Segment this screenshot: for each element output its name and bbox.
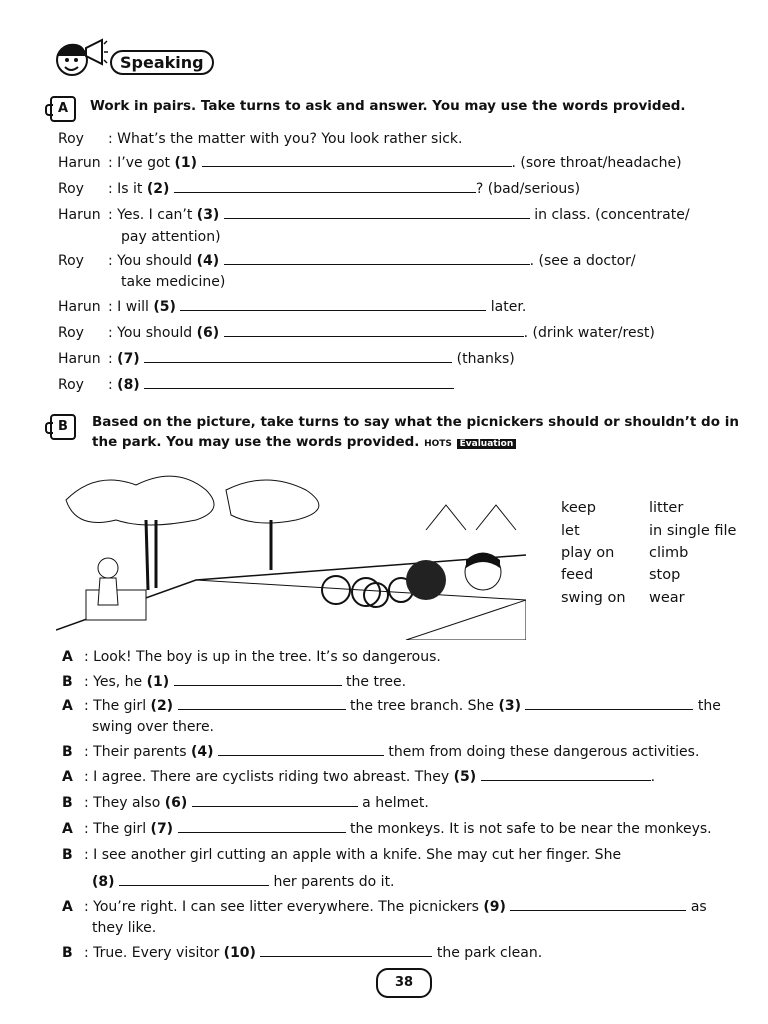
line-text: the park clean. [432,945,543,961]
line-text: The girl [93,698,151,714]
speaker-name: B [62,847,73,863]
speaker-name: A [62,698,73,714]
blank-number: (6) [196,325,220,341]
speaker-name: Harun [58,299,101,315]
dialogue-line: A : Look! The boy is up in the tree. It’s so dangerous. [62,649,441,665]
line-text: What’s the matter with you? You look rather sick. [117,131,463,147]
line-text: the tree. [341,674,407,690]
line-text: the [693,698,721,714]
section-b-instruction-text: the park. You may use the words provided. [92,434,420,450]
line-text: . [650,769,656,785]
section-a-instruction: Work in pairs. Take turns to ask and answer. You may use the words provided. [90,98,686,114]
word-item: stop [649,567,681,583]
blank-number: (7) [150,821,174,837]
line-hint: later. [486,299,527,315]
blank-number: (5) [453,769,477,785]
dialogue-line: Harun : (7) (thanks) [58,351,515,367]
answer-blank[interactable] [510,898,686,911]
line-text: They also [93,795,165,811]
line-text: the monkeys. It is not safe to be near the monkeys. [345,821,712,837]
boy-with-megaphone-icon [52,34,108,80]
dialogue-line: Roy : You should (6) . (drink water/rest) [58,325,655,341]
speaker-name: Harun [58,351,101,367]
line-hint: . (see a doctor/ [529,253,636,269]
blank-number: (7) [117,351,140,367]
blank-number: (1) [146,674,170,690]
speaker-name: Harun [58,155,101,171]
dialogue-line: A : The girl (2) the tree branch. She (3) the [62,698,721,714]
line-text: Their parents [93,744,191,760]
speaker-name: A [62,649,73,665]
hots-label: HOTS [424,439,452,449]
line-text: I will [117,299,154,315]
dialogue-line: B : Their parents (4) them from doing these dangerous activities. [62,744,700,760]
section-b-instruction-line2 [92,432,516,454]
blank-number: (3) [196,207,220,223]
section-b-instruction-line1: Based on the picture, take turns to say what the picnickers should or shouldn’t do in [92,414,739,430]
blank-number: (4) [190,744,214,760]
answer-blank[interactable] [260,944,432,957]
blank-number: (5) [153,299,176,315]
speaker-name: B [62,795,73,811]
word-item: keep [561,500,596,516]
dialogue-line: B : Yes, he (1) the tree. [62,674,407,690]
line-hint: (thanks) [452,351,515,367]
dialogue-line: B : They also (6) a helmet. [62,795,429,811]
answer-blank[interactable] [180,298,486,311]
blank-number: (2) [146,181,170,197]
line-text: the tree branch. She [345,698,499,714]
speaker-name: A [62,821,73,837]
answer-blank[interactable] [202,154,512,167]
answer-blank[interactable] [178,820,346,833]
speaker-name: A [62,769,73,785]
line-continuation: take medicine) [121,274,226,290]
speaker-name: Roy [58,253,84,269]
answer-blank[interactable] [144,376,454,389]
speaker-name: Harun [58,207,101,223]
section-a-badge: A [50,96,76,122]
line-text: Yes, he [93,674,147,690]
speaker-name: Roy [58,325,84,341]
dialogue-line: Roy : Is it (2) ? (bad/serious) [58,181,581,197]
dialogue-line: A : You’re right. I can see litter everywhere. The picnickers (9) as [62,899,707,915]
dialogue-line: A : I agree. There are cyclists riding two abreast. They (5) . [62,769,656,785]
speaker-name: B [62,744,73,760]
line-hint: in class. (concentrate/ [529,207,690,223]
park-illustration [56,460,526,640]
speaker-name: B [62,674,73,690]
word-item: litter [649,500,684,516]
answer-blank[interactable] [481,768,651,781]
answer-blank[interactable] [525,697,693,710]
dialogue-line [92,873,395,891]
line-text: Look! The boy is up in the tree. It’s so dangerous. [93,649,441,665]
blank-number: (9) [483,899,506,915]
dialogue-line: Roy : What’s the matter with you? You look rather sick. [58,131,463,147]
line-text: True. Every visitor [93,945,224,961]
speaker-name: B [62,945,73,961]
answer-blank[interactable] [224,252,530,265]
dialogue-line: B : True. Every visitor (10) the park clean. [62,945,543,961]
line-text: I agree. There are cyclists riding two abreast. They [93,769,454,785]
answer-blank[interactable] [119,873,269,886]
speaker-name: Roy [58,377,84,393]
answer-blank[interactable] [178,697,346,710]
speaker-name: Roy [58,131,84,147]
dialogue-line: Roy : You should (4) . (see a doctor/ [58,253,636,269]
answer-blank[interactable] [224,324,524,337]
page-number: 38 [376,968,432,998]
line-text: The girl [93,821,151,837]
line-continuation: they like. [92,920,157,936]
line-text: them from doing these dangerous activities. [383,744,700,760]
blank-number: (6) [164,795,188,811]
line-continuation: pay attention) [121,229,221,245]
word-item: play on [561,545,615,561]
line-text: her parents do it. [269,874,395,890]
word-item: let [561,523,580,539]
blank-number: (10) [223,945,256,961]
line-text: Is it [117,181,147,197]
blank-number: (8) [92,874,115,890]
hots-tag: Evaluation [457,439,517,449]
dialogue-line: B : I see another girl cutting an apple with a knife. She may cut her finger. She [62,847,622,863]
line-hint: ? (bad/serious) [475,181,581,197]
line-hint: . (drink water/rest) [523,325,655,341]
word-item: swing on [561,590,626,606]
blank-number: (8) [117,377,140,393]
blank-number: (4) [196,253,220,269]
dialogue-line: A : The girl (7) the monkeys. It is not safe to be near the monkeys. [62,821,712,837]
section-b-badge: B [50,414,76,440]
answer-blank[interactable] [224,206,530,219]
line-text: You should [117,253,197,269]
line-text: You’re right. I can see litter everywhere. The picnickers [93,899,484,915]
answer-blank[interactable] [144,350,452,363]
dialogue-line: Harun : I will (5) later. [58,299,527,315]
line-text: You should [117,325,197,341]
line-text: Yes. I can’t [117,207,197,223]
speaker-name: Roy [58,181,84,197]
line-text: I see another girl cutting an apple with a knife. She may cut her finger. She [93,847,622,863]
blank-number: (1) [174,155,198,171]
line-text: I’ve got [117,155,175,171]
word-item: feed [561,567,594,583]
answer-blank[interactable] [174,673,342,686]
dialogue-line: Roy : (8) [58,376,454,394]
answer-blank[interactable] [174,180,476,193]
word-item: in single file [649,523,737,539]
line-text: as [686,899,707,915]
line-continuation: swing over there. [92,719,215,735]
line-text: a helmet. [357,795,429,811]
speaker-name: A [62,899,73,915]
dialogue-line: Harun : Yes. I can’t (3) in class. (concentrate/ [58,207,690,223]
line-hint: . (sore throat/headache) [511,155,682,171]
section-title: Speaking [110,50,214,75]
answer-blank[interactable] [192,794,358,807]
blank-number: (3) [498,698,521,714]
blank-number: (2) [150,698,174,714]
answer-blank[interactable] [218,743,384,756]
dialogue-line: Harun : I’ve got (1) . (sore throat/headache) [58,155,682,171]
word-item: wear [649,590,685,606]
word-item: climb [649,545,689,561]
